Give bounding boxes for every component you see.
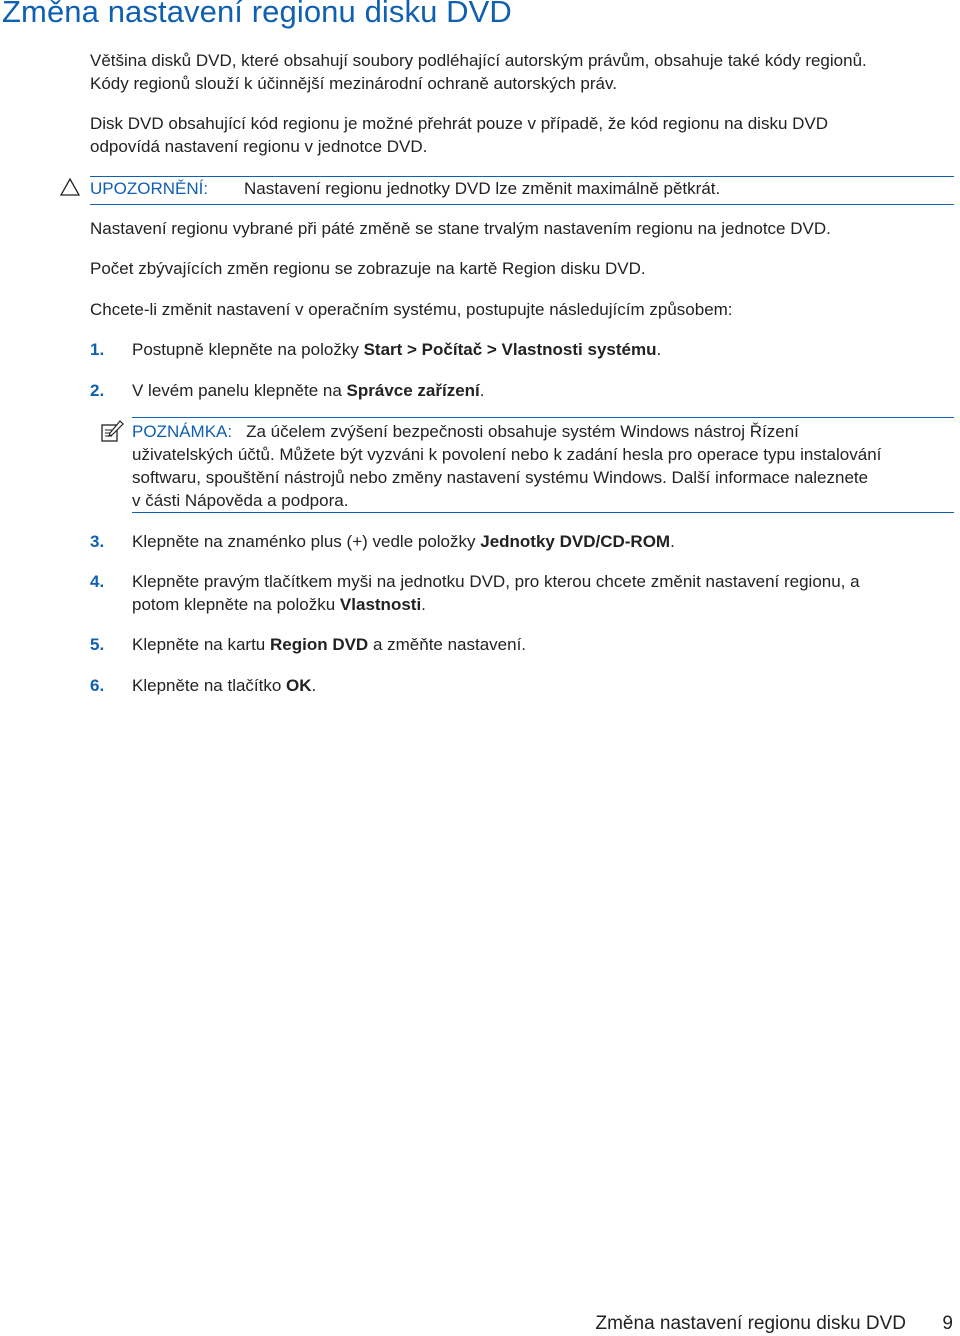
caution-bottom-rule bbox=[90, 204, 954, 205]
step-text: Klepněte na tlačítko OK. bbox=[132, 676, 317, 695]
note-body bbox=[132, 420, 956, 512]
intro-paragraph-2 bbox=[90, 112, 828, 158]
step-number: 2. bbox=[90, 381, 105, 400]
step-6 bbox=[90, 674, 956, 697]
intro-paragraph-2-line-2: odpovídá nastavení regionu v jednotce DVD. bbox=[90, 137, 428, 156]
caution-text: Nastavení regionu jednotky DVD lze změnit maximálně pětkrát. bbox=[244, 179, 721, 198]
paragraph-permanent-setting: Nastavení regionu vybrané při páté změně se stane trvalým nastavením regionu na jednotce DVD. bbox=[90, 219, 831, 238]
caution-label: UPOZORNĚNÍ: bbox=[90, 179, 209, 198]
step-text: Postupně klepněte na položky Start > Počítač > Vlastnosti systému. bbox=[132, 340, 662, 359]
step-text: V levém panelu klepněte na Správce zařízení. bbox=[132, 381, 485, 400]
step-2 bbox=[90, 379, 956, 402]
note-line-4: v části Nápověda a podpora. bbox=[132, 491, 349, 510]
warning-triangle-icon bbox=[60, 178, 82, 198]
page-number: 9 bbox=[942, 1313, 953, 1334]
step-5 bbox=[90, 633, 956, 656]
note-line-3: softwaru, spouštění nástrojů nebo změny nastavení systému Windows. Další informace naleznete bbox=[132, 468, 869, 487]
intro-paragraph-1-line-1: Většina disků DVD, které obsahují soubory podléhající autorským právům, obsahuje také kódy regionů. bbox=[90, 51, 867, 70]
intro-paragraph-1 bbox=[90, 49, 867, 95]
step-1 bbox=[90, 338, 956, 361]
intro-paragraph-1-line-2: Kódy regionů slouží k účinnější mezinárodní ochraně autorských práv. bbox=[90, 74, 617, 93]
paragraph-remaining-changes: Počet zbývajících změn regionu se zobrazuje na kartě Region disku DVD. bbox=[90, 259, 646, 278]
note-pencil-icon bbox=[100, 420, 124, 444]
note-line-2: uživatelských účtů. Můžete být vyzváni k povolení nebo k zadání hesla pro operace typu instalování bbox=[132, 445, 882, 464]
step-number: 1. bbox=[90, 340, 105, 359]
intro-paragraph-2-line-1: Disk DVD obsahující kód regionu je možné přehrát pouze v případě, že kód regionu na disku DVD bbox=[90, 114, 829, 133]
step-number: 4. bbox=[90, 572, 105, 591]
step-text: Klepněte na kartu Region DVD a změňte nastavení. bbox=[132, 635, 527, 654]
note-bottom-rule bbox=[132, 512, 954, 513]
note-line-1-text: Za účelem zvýšení bezpečnosti obsahuje systém Windows nástroj Řízení bbox=[246, 422, 799, 441]
step-number: 3. bbox=[90, 532, 105, 551]
step-4-line-1: Klepněte pravým tlačítkem myši na jednotku DVD, pro kterou chcete změnit nastavení regionu, a bbox=[132, 572, 860, 591]
step-number: 5. bbox=[90, 635, 105, 654]
note-line-1 bbox=[132, 420, 956, 443]
step-3 bbox=[90, 530, 956, 553]
page-title: Změna nastavení regionu disku DVD bbox=[2, 0, 512, 29]
step-text bbox=[132, 570, 956, 616]
note-top-rule bbox=[132, 417, 954, 418]
note-label: POZNÁMKA: bbox=[132, 422, 233, 441]
step-4-line-2: potom klepněte na položku Vlastnosti. bbox=[132, 595, 426, 614]
paragraph-instructions-intro: Chcete-li změnit nastavení v operačním systému, postupujte následujícím způsobem: bbox=[90, 300, 733, 319]
step-number: 6. bbox=[90, 676, 105, 695]
step-4 bbox=[90, 570, 956, 616]
footer-title: Změna nastavení regionu disku DVD bbox=[595, 1313, 906, 1334]
step-text: Klepněte na znaménko plus (+) vedle položky Jednotky DVD/CD-ROM. bbox=[132, 532, 675, 551]
